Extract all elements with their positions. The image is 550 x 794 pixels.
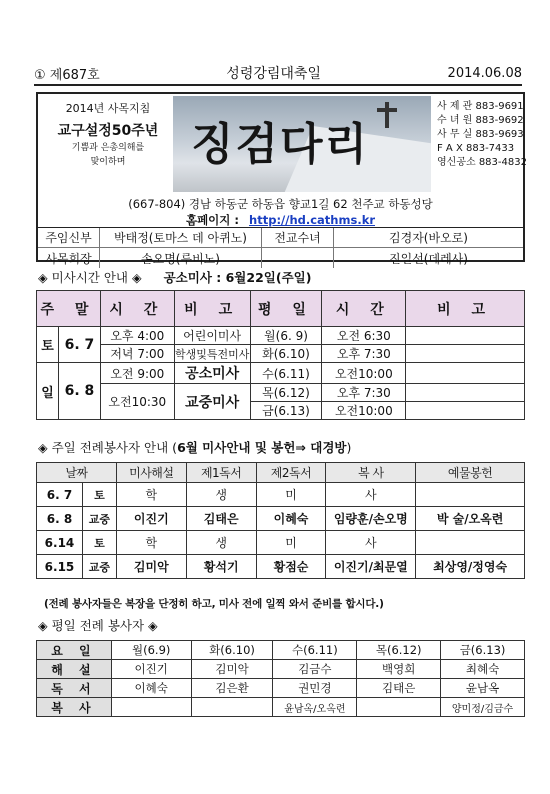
mass-time: 오전10:30 (100, 384, 174, 420)
row-cell: 김태은 (357, 679, 441, 698)
sunday-heading-text: ◈ 주일 전례봉사자 안내 ( (38, 440, 178, 455)
sacristan-label: 전교수녀 (262, 228, 334, 247)
phone-line: 사 무 실 883-9693 (437, 129, 524, 140)
council-name: 손오명(루비노) (100, 248, 262, 268)
phone-line: F A X 883-7433 (437, 143, 515, 154)
mass-note: 교중미사 (174, 384, 250, 420)
parish-address: (667-804) 경남 하동군 하동읍 향교1길 62 천주교 하동성당 (128, 197, 433, 211)
day-header: 수(6.11) (273, 641, 357, 660)
row-date: 6.15 (37, 555, 83, 579)
staff-table (38, 227, 523, 268)
sat-date: 6. 7 (58, 327, 100, 363)
row-cell: 학 (116, 483, 186, 507)
col-offering: 예물봉헌 (416, 463, 525, 483)
weekday-date: 수(6.11) (250, 363, 322, 384)
row-cell (111, 698, 191, 717)
row-cell: 황석기 (186, 555, 256, 579)
row-cell: 이혜숙 (256, 507, 326, 531)
top-bar (34, 62, 522, 86)
row-cell (357, 698, 441, 717)
contact-phones (437, 100, 525, 170)
row-kind: 토 (82, 531, 116, 555)
mission-mass-note: 공소미사 : 6월22일(주일) (163, 270, 312, 285)
masthead (36, 92, 527, 266)
table-row (37, 698, 525, 717)
weekday-note (406, 384, 525, 402)
council-label: 사목회장 (38, 248, 100, 268)
col-weekday: 평 일 (250, 291, 322, 327)
cross-icon (385, 102, 389, 128)
table-row (37, 660, 525, 679)
col-time: 시 간 (100, 291, 174, 327)
weekday-note (406, 327, 525, 345)
sunday-heading-bold: 6월 미사안내 및 봉헌⇒ 대경방 (177, 440, 347, 455)
issue-number: ① 제687호 (34, 67, 100, 83)
row-cell: 임량훈/손오명 (326, 507, 416, 531)
row-date: 6.14 (37, 531, 83, 555)
row-cell: 사 (326, 483, 416, 507)
table-row (37, 679, 525, 698)
weekday-time: 오전 6:30 (322, 327, 406, 345)
phone-line: 영신공소 883-4832 (437, 157, 527, 168)
col-altar: 복 사 (326, 463, 416, 483)
row-cell: 학 (116, 531, 186, 555)
row-cell: 사 (326, 531, 416, 555)
motto-year: 2014년 사목지침 (65, 102, 151, 115)
row-cell: 김은환 (191, 679, 273, 698)
day-header: 목(6.12) (357, 641, 441, 660)
row-cell: 생 (186, 531, 256, 555)
row-cell (416, 483, 525, 507)
weekday-servers-table (36, 640, 525, 717)
col-weekend: 주 말 (37, 291, 101, 327)
sun-label: 일 (37, 363, 59, 420)
row-cell: 황점순 (256, 555, 326, 579)
table-row (37, 555, 525, 579)
mass-times-table (36, 290, 525, 420)
row-cell: 김미악 (191, 660, 273, 679)
table-row (37, 531, 525, 555)
row-cell: 미 (256, 531, 326, 555)
day-header: 금(6.13) (441, 641, 525, 660)
sun-date: 6. 8 (58, 363, 100, 420)
phone-line: 사 제 관 883-9691 (437, 101, 524, 112)
sunday-heading-end: ) (346, 439, 352, 455)
weekday-service-heading (38, 616, 158, 634)
weekday-heading: ◈ 평일 전례 봉사자 ◈ (38, 618, 158, 633)
row-cell: 최상영/정영숙 (416, 555, 525, 579)
issue-date: 2014.06.08 (447, 65, 522, 81)
weekday-time: 오전10:00 (322, 402, 406, 420)
row-cell (416, 531, 525, 555)
col-note-2: 비 고 (406, 291, 525, 327)
row-kind: 토 (82, 483, 116, 507)
pastor-label: 주임신부 (38, 228, 100, 247)
motto-block (44, 98, 172, 168)
row-label: 해 설 (37, 660, 112, 679)
sacristan-1: 김경자(바오로) (389, 231, 468, 245)
anniversary-title: 교구설정50주년 (57, 123, 159, 139)
row-kind: 교중 (82, 555, 116, 579)
mass-note: 어린이미사 (174, 327, 250, 345)
day-header-label: 요 일 (37, 641, 112, 660)
homepage-link[interactable]: http://hd.cathms.kr (249, 213, 376, 227)
row-cell: 생 (186, 483, 256, 507)
mass-note: 공소미사 (174, 363, 250, 384)
motto-line-1: 기쁨과 은총의해를 (71, 143, 145, 153)
day-header: 월(6.9) (111, 641, 191, 660)
col-reading-2: 제2독서 (256, 463, 326, 483)
day-header: 화(6.10) (191, 641, 273, 660)
weekday-note (406, 363, 525, 384)
col-reading-1: 제1독서 (186, 463, 256, 483)
weekday-note (406, 402, 525, 420)
weekday-date: 월(6. 9) (250, 327, 322, 345)
row-cell: 김미악 (116, 555, 186, 579)
servers-note: (전례 봉사자들은 복장을 단정히 하고, 미사 전에 일찍 와서 준비를 합시다.) (44, 598, 384, 610)
weekday-date: 목(6.12) (250, 384, 322, 402)
sacristan-2: 진일선(데레사) (389, 251, 468, 266)
table-row (37, 483, 525, 507)
mass-time: 오후 4:00 (100, 327, 174, 345)
mass-section-heading (38, 268, 311, 286)
sacristan-label-cont (262, 248, 334, 268)
row-cell: 이혜숙 (111, 679, 191, 698)
pastor-name: 박태정(토마스 데 아퀴노) (100, 228, 262, 247)
row-cell: 미 (256, 483, 326, 507)
row-cell: 김금수 (273, 660, 357, 679)
row-cell: 윤남옥/오옥련 (273, 698, 357, 717)
col-commentary: 미사해설 (116, 463, 186, 483)
row-cell: 최혜숙 (441, 660, 525, 679)
row-label: 독 서 (37, 679, 112, 698)
row-cell (191, 698, 273, 717)
church-photo (173, 96, 431, 192)
weekday-date: 금(6.13) (250, 402, 322, 420)
mass-note: 학생및특전미사 (174, 345, 250, 363)
row-cell: 백영희 (357, 660, 441, 679)
row-label: 복 사 (37, 698, 112, 717)
row-cell: 이진기/최문열 (326, 555, 416, 579)
weekday-time: 오후 7:30 (322, 384, 406, 402)
row-kind: 교중 (82, 507, 116, 531)
col-note: 비 고 (174, 291, 250, 327)
weekday-time: 오후 7:30 (322, 345, 406, 363)
sunday-service-heading (38, 438, 351, 456)
motto-line-2: 맞이하며 (90, 156, 126, 167)
row-cell: 김태은 (186, 507, 256, 531)
row-cell: 양미정/김금수 (441, 698, 525, 717)
weekday-note (406, 345, 525, 363)
homepage-label: 홈페이지 : (185, 213, 240, 227)
mass-time: 저녁 7:00 (100, 345, 174, 363)
sat-label: 토 (37, 327, 59, 363)
phone-line: 수 녀 원 883-9692 (437, 115, 524, 126)
table-row (37, 507, 525, 531)
feast-title: 성령강림대축일 (226, 66, 321, 82)
row-date: 6. 8 (37, 507, 83, 531)
col-time-2: 시 간 (322, 291, 406, 327)
mass-heading: ◈ 미사시간 안내 ◈ (38, 270, 142, 285)
newsletter-title: 징검다리 (191, 119, 370, 170)
row-cell: 이진기 (116, 507, 186, 531)
homepage-line (38, 212, 523, 228)
row-cell: 윤남옥 (441, 679, 525, 698)
col-date: 날짜 (37, 463, 117, 483)
sunday-servers-table (36, 462, 525, 579)
cross-bar-icon (377, 108, 397, 112)
mass-time: 오전 9:00 (100, 363, 174, 384)
weekday-date: 화(6.10) (250, 345, 322, 363)
row-cell: 권민경 (273, 679, 357, 698)
weekday-time: 오전10:00 (322, 363, 406, 384)
row-cell: 이진기 (111, 660, 191, 679)
row-cell: 박 술/오옥련 (416, 507, 525, 531)
row-date: 6. 7 (37, 483, 83, 507)
